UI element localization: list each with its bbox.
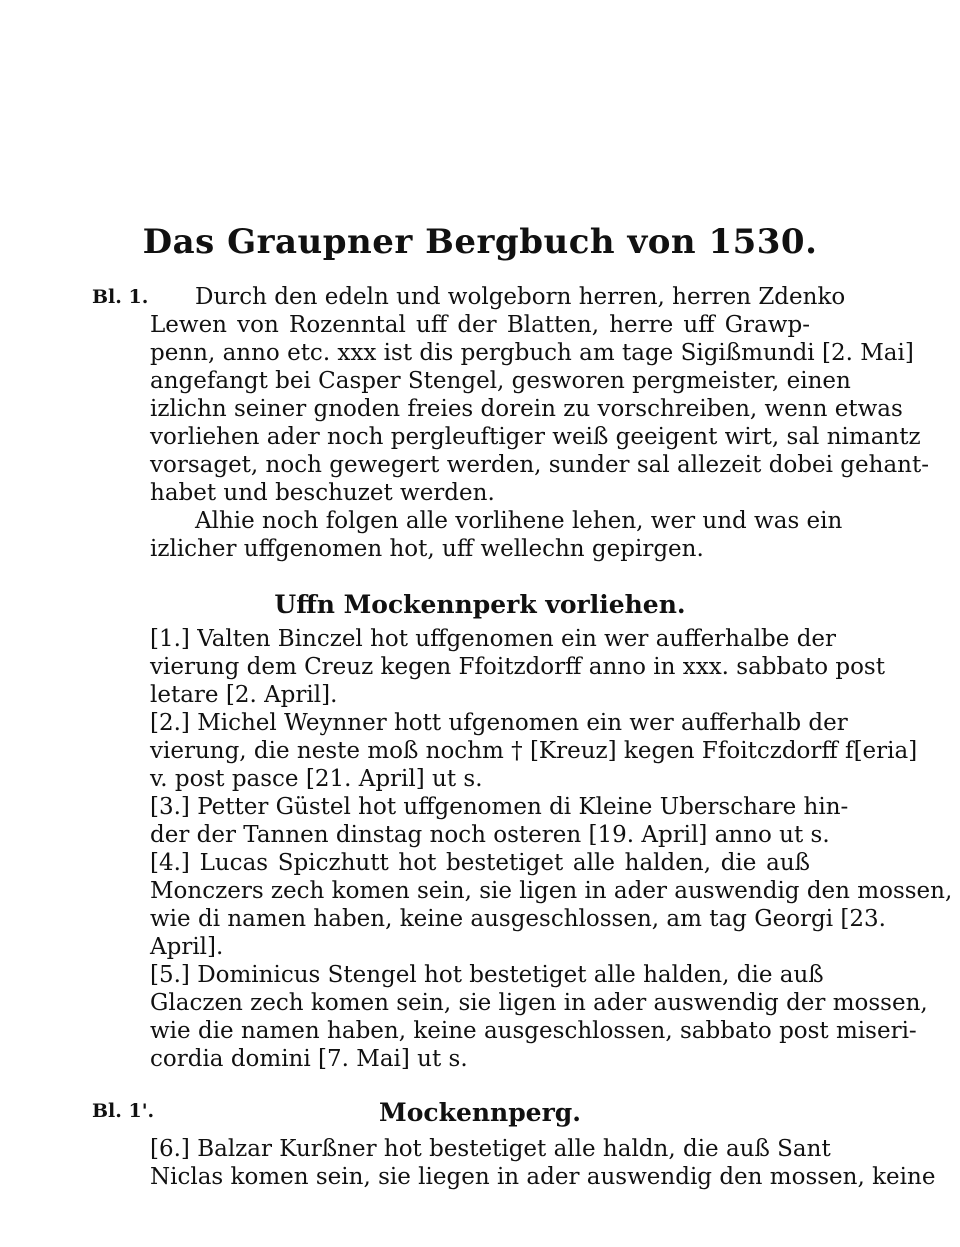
- intro-line: vorliehen ader noch pergleuftiger weiß geeigent wirt, sal nimantz: [150, 424, 921, 450]
- entry-line: [1.] Valten Binczel hot uffgenomen ein wer aufferhalbe der: [150, 626, 837, 652]
- entry-line: vierung dem Creuz kegen Ffoitzdorff anno in xxx. sabbato post: [150, 654, 885, 680]
- entry-line: Monczers zech komen sein, sie ligen in ader auswendig den mossen,: [150, 878, 953, 904]
- entry-line: Niclas komen sein, sie liegen in ader auswendig den mossen, keine: [150, 1164, 936, 1190]
- entry-line: cordia domini [7. Mai] ut s.: [150, 1046, 468, 1072]
- entry-line: wie di namen haben, keine ausgeschlossen, am tag Georgi [23.: [150, 906, 886, 932]
- entry-line: der der Tannen dinstag noch osteren [19. April] anno ut s.: [150, 822, 830, 848]
- entry-line: vierung, die neste moß nochm † [Kreuz] kegen Ffoitczdorff f[eria]: [150, 738, 918, 764]
- entry-line: wie die namen haben, keine ausgeschlossen, sabbato post miseri-: [150, 1018, 917, 1044]
- intro-line: Lewen von Rozenntal uff der Blatten, herre uff Grawp-: [150, 312, 810, 338]
- intro-line: angefangt bei Casper Stengel, gesworen pergmeister, einen: [150, 368, 851, 394]
- intro-line: izlicher uffgenomen hot, uff wellechn gepirgen.: [150, 536, 704, 562]
- page-title: Das Graupner Bergbuch von 1530.: [142, 222, 818, 262]
- intro-line: Alhie noch folgen alle vorlihene lehen, wer und was ein: [195, 508, 843, 534]
- folio-note: Bl. 1.: [92, 286, 149, 308]
- entry-line: v. post pasce [21. April] ut s.: [150, 766, 483, 792]
- entry-line: [6.] Balzar Kurßner hot bestetiget alle haldn, die auß Sant: [150, 1136, 831, 1162]
- section-heading: Uffn Mockennperk vorliehen.: [274, 590, 686, 619]
- intro-line: Durch den edeln und wolgeborn herren, herren Zdenko: [195, 284, 846, 310]
- section-heading: Mockennperg.: [379, 1098, 581, 1127]
- intro-line: penn, anno etc. xxx ist dis pergbuch am tage Sigißmundi [2. Mai]: [150, 340, 914, 366]
- intro-line: izlichn seiner gnoden freies dorein zu vorschreiben, wenn etwas: [150, 396, 903, 422]
- entry-line: [4.] Lucas Spiczhutt hot bestetiget alle halden, die auß: [150, 850, 810, 876]
- intro-line: vorsaget, noch gewegert werden, sunder sal allezeit dobei gehant-: [150, 452, 929, 478]
- entry-line: [2.] Michel Weynner hott ufgenomen ein wer aufferhalb der: [150, 710, 848, 736]
- entry-line: [3.] Petter Güstel hot uffgenomen di Kleine Uberschare hin-: [150, 794, 849, 820]
- entry-line: Glaczen zech komen sein, sie ligen in ader auswendig der mossen,: [150, 990, 928, 1016]
- folio-note: Bl. 1'.: [92, 1100, 155, 1122]
- entry-line: April].: [150, 934, 224, 960]
- entry-line: letare [2. April].: [150, 682, 338, 708]
- entry-line: [5.] Dominicus Stengel hot bestetiget alle halden, die auß: [150, 962, 824, 988]
- intro-line: habet und beschuzet werden.: [150, 480, 495, 506]
